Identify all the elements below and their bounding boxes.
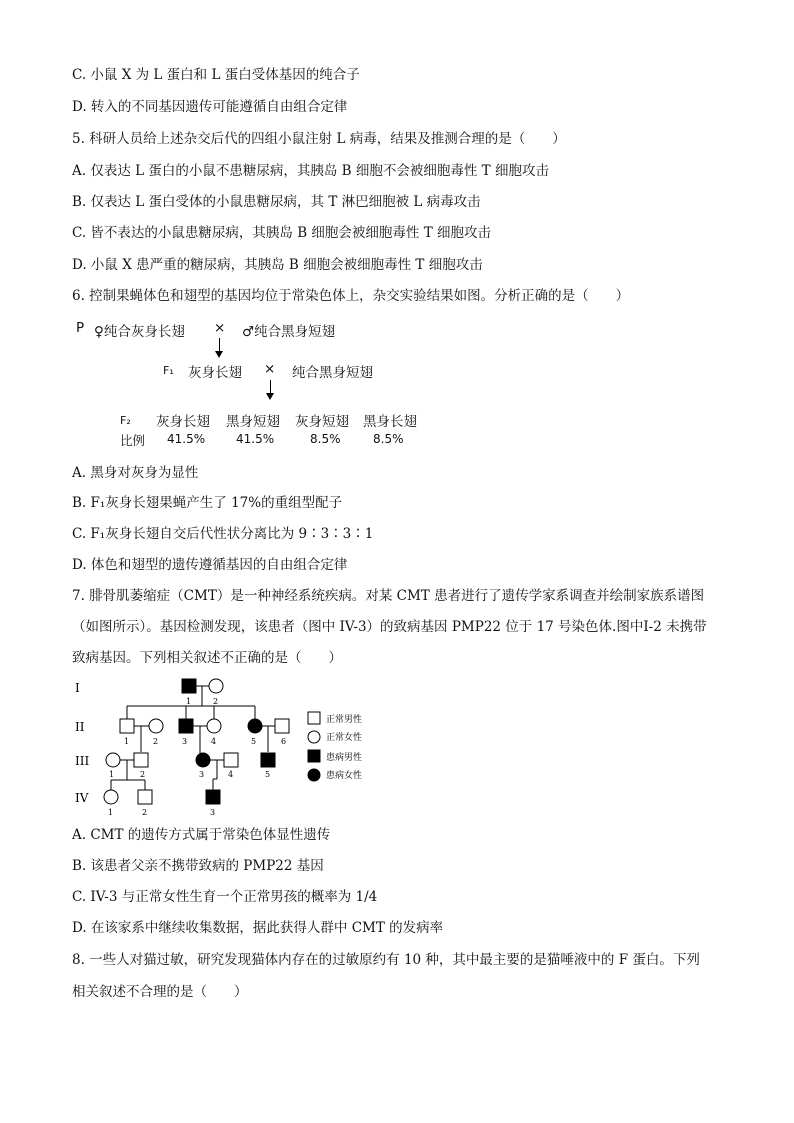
- legend-affected-male-symbol: [308, 750, 320, 762]
- q8-stem-line-1: 8. 一些人对猫过敏，研究发现猫体内存在的过敏原约有 10 种，其中最主要的是猫唾液中的 F 蛋白。下列: [72, 952, 700, 968]
- f1-phenotype: 灰身长翅: [188, 365, 242, 381]
- arrow-f1-f2: [270, 380, 271, 394]
- svg-text:1: 1: [186, 697, 192, 706]
- gen-label-I: I: [75, 681, 80, 695]
- svg-text:1: 1: [109, 770, 115, 779]
- arrow-p-f1: [219, 338, 220, 352]
- q5-option-a: A. 仅表达 L 蛋白的小鼠不患糖尿病，其胰岛 B 细胞不会被细胞毒性 T 细胞攻击: [72, 163, 549, 179]
- p-female: ♀纯合灰身长翅: [94, 324, 185, 340]
- svg-text:1: 1: [108, 808, 114, 816]
- p-cross-sign: ×: [214, 320, 226, 336]
- pedigree-IV-1-normal-female: [104, 790, 118, 804]
- svg-text:4: 4: [228, 770, 234, 779]
- f2-ratio-3: 8.5%: [310, 432, 341, 446]
- q5-option-d: D. 小鼠 X 患严重的糖尿病，其胰岛 B 细胞会被细胞毒性 T 细胞攻击: [72, 257, 483, 273]
- pedigree-II-5-affected-female: [248, 719, 262, 733]
- ratio-label: 比例: [120, 433, 146, 448]
- q5-option-c: C. 皆不表达的小鼠患糖尿病，其胰岛 B 细胞会被细胞毒性 T 细胞攻击: [72, 225, 492, 241]
- legend-normal-female: 正常女性: [326, 733, 363, 743]
- gen-label-IV: IV: [75, 791, 89, 805]
- legend-normal-male: 正常男性: [326, 715, 363, 725]
- pedigree-II-6-normal-male: [275, 719, 289, 733]
- pedigree-II-4-normal-female: [207, 719, 221, 733]
- pedigree-III-3-affected-female: [196, 753, 210, 767]
- svg-text:2: 2: [140, 770, 146, 779]
- f2-ratio-4: 8.5%: [373, 432, 404, 446]
- svg-text:6: 6: [281, 737, 287, 746]
- pedigree-III-2-normal-male: [134, 753, 148, 767]
- q6-option-d: D. 体色和翅型的遗传遵循基因的自由组合定律: [72, 557, 348, 573]
- f2-phenotype-1: 灰身长翅: [156, 414, 210, 430]
- pedigree-chart: [0, 676, 794, 816]
- svg-text:2: 2: [153, 737, 159, 746]
- q7-option-c: C. IV-3 与正常女性生育一个正常男孩的概率为 1/4: [72, 889, 378, 905]
- q4-option-c: C. 小鼠 X 为 L 蛋白和 L 蛋白受体基因的纯合子: [72, 67, 360, 83]
- svg-text:3: 3: [182, 737, 188, 746]
- svg-text:4: 4: [211, 737, 217, 746]
- testcross-parent: 纯合黑身短翅: [292, 365, 373, 381]
- pedigree-III-5-affected-male: [261, 753, 275, 767]
- svg-text:5: 5: [265, 770, 271, 779]
- arrowhead-p-f1: [215, 351, 223, 358]
- p-male: ♂纯合黑身短翅: [242, 324, 336, 340]
- q6-option-b: B. F₁灰身长翅果蝇产生了 17%的重组型配子: [72, 495, 343, 511]
- q7-option-d: D. 在该家系中继续收集数据，据此获得人群中 CMT 的发病率: [72, 920, 444, 936]
- svg-text:3: 3: [210, 808, 216, 816]
- q7-stem-line-1: 7. 腓骨肌萎缩症（CMT）是一种神经系统疾病。对某 CMT 患者进行了遗传学家系调查并绘制家族系谱图: [72, 588, 705, 604]
- f2-phenotype-3: 灰身短翅: [295, 414, 349, 430]
- q5-option-b: B. 仅表达 L 蛋白受体的小鼠患糖尿病，其 T 淋巴细胞被 L 病毒攻击: [72, 194, 481, 210]
- legend-affected-male: 患病男性: [326, 753, 363, 763]
- pedigree-IV-3-affected-male: [206, 790, 220, 804]
- q6-option-a: A. 黑身对灰身为显性: [72, 465, 199, 481]
- pedigree-I-1-affected-male: [182, 679, 196, 693]
- pedigree-II-2-normal-female: [149, 719, 163, 733]
- q4-option-d: D. 转入的不同基因遗传可能遵循自由组合定律: [72, 99, 348, 115]
- q8-stem-line-2: 相关叙述不合理的是（ ）: [72, 984, 248, 1000]
- pedigree-I-2-normal-female: [209, 679, 223, 693]
- q5-stem: 5. 科研人员给上述杂交后代的四组小鼠注射 L 病毒，结果及推测合理的是（ ）: [72, 131, 566, 147]
- f2-phenotype-2: 黑身短翅: [226, 414, 280, 430]
- gen-label-II: II: [75, 720, 85, 734]
- pedigree-III-4-normal-male: [224, 753, 238, 767]
- f1-cross-sign: ×: [264, 361, 276, 377]
- pedigree-IV-2-normal-male: [138, 790, 152, 804]
- q7-stem-line-3: 致病基因。下列相关叙述不正确的是（ ）: [72, 650, 342, 666]
- pedigree-II-3-affected-male: [179, 719, 193, 733]
- legend-affected-female: 患病女性: [326, 771, 363, 781]
- arrowhead-f1-f2: [266, 393, 274, 400]
- svg-text:1: 1: [124, 737, 130, 746]
- f2-phenotype-4: 黑身长翅: [363, 414, 417, 430]
- f1-label: F₁: [163, 364, 174, 377]
- q6-option-c: C. F₁灰身长翅自交后代性状分离比为 9∶3∶3∶1: [72, 526, 374, 542]
- q7-option-b: B. 该患者父亲不携带致病的 PMP22 基因: [72, 858, 324, 874]
- q7-stem-line-2: （如图所示）。基因检测发现，该患者（图中 IV-3）的致病基因 PMP22 位于 17 号染色体.图中Ⅰ-2 未携带: [72, 619, 707, 635]
- legend-affected-female-symbol: [308, 769, 320, 781]
- svg-text:3: 3: [199, 770, 205, 779]
- gen-label-III: III: [75, 754, 90, 768]
- f2-ratio-2: 41.5%: [236, 432, 275, 446]
- f2-ratio-1: 41.5%: [167, 432, 206, 446]
- pedigree-III-1-normal-female: [106, 753, 120, 767]
- pedigree-II-1-normal-male: [120, 719, 134, 733]
- p-label: P: [76, 320, 85, 336]
- q7-option-a: A. CMT 的遗传方式属于常染色体显性遗传: [72, 827, 331, 843]
- f2-label: F₂: [120, 414, 131, 427]
- svg-text:5: 5: [251, 737, 257, 746]
- svg-text:2: 2: [142, 808, 148, 816]
- legend-normal-male-symbol: [308, 712, 320, 724]
- q6-stem: 6. 控制果蝇体色和翅型的基因均位于常染色体上，杂交实验结果如图。分析正确的是（ ）: [72, 288, 630, 304]
- svg-text:2: 2: [213, 697, 219, 706]
- legend-normal-female-symbol: [308, 731, 320, 743]
